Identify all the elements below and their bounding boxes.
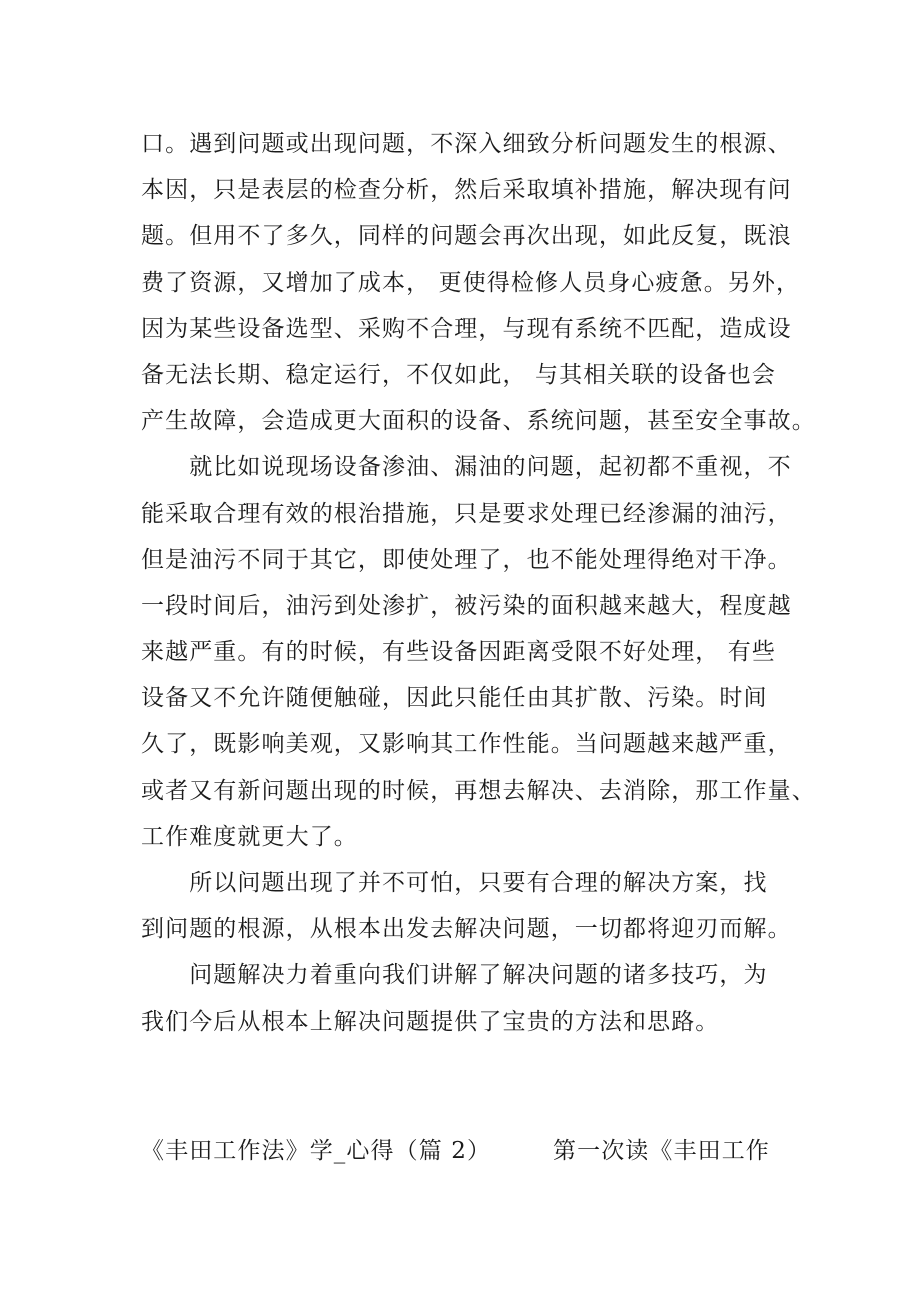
section-opening-text: 第一次读《丰田工作 bbox=[553, 1138, 770, 1164]
text-line: 一段时间后，油污到处渗扩，被污染的面积越来越大，程度越 bbox=[141, 592, 792, 619]
text-line: 我们今后从根本上解决问题提供了宝贵的方法和思路。 bbox=[141, 1008, 720, 1035]
text-line: 所以问题出现了并不可怕，只要有合理的解决方案，找 bbox=[141, 870, 768, 896]
text-line: 来越严重。有的时候，有些设备因距离受限不好处理， 有些 bbox=[141, 639, 777, 666]
text-line: 设备又不允许随便触碰，因此只能任由其扩散、污染。时间 bbox=[141, 685, 768, 712]
text-line: 本因，只是表层的检查分析，然后采取填补措施，解决现有问 bbox=[141, 177, 792, 204]
text-line: 费了资源，又增加了成本， 更使得检修人员身心疲惫。另外， bbox=[141, 269, 801, 296]
text-line: 就比如说现场设备渗油、漏油的问题，起初都不重视，不 bbox=[141, 454, 792, 481]
text-line: 或者又有新问题出现的时候，再想去解决、去消除，那工作量、 bbox=[141, 777, 816, 804]
text-line: 题。但用不了多久，同样的问题会再次出现，如此反复，既浪 bbox=[141, 223, 792, 250]
text-line: 到问题的根源，从根本出发去解决问题，一切都将迎刃而解。 bbox=[141, 916, 792, 943]
text-line: 工作难度就更大了。 bbox=[141, 823, 358, 850]
text-line: 备无法长期、稳定运行，不仅如此， 与其相关联的设备也会 bbox=[141, 361, 777, 388]
text-line: 但是油污不同于其它，即使处理了，也不能处理得绝对干净。 bbox=[141, 546, 792, 573]
text-line: 因为某些设备选型、采购不合理，与现有系统不匹配，造成设 bbox=[141, 315, 792, 342]
text-line: 口。遇到问题或出现问题，不深入细致分析问题发生的根源、 bbox=[141, 131, 792, 157]
text-line: 产生故障，会造成更大面积的设备、系统问题，甚至安全事故。 bbox=[141, 408, 816, 435]
text-line: 久了，既影响美观，又影响其工作性能。当问题越来越严重， bbox=[141, 731, 792, 758]
section-heading-line bbox=[141, 1128, 801, 1174]
section-heading: 《丰田工作法》学_心得（篇 2） bbox=[141, 1138, 492, 1164]
text-line: 问题解决力着重向我们讲解了解决问题的诸多技巧，为 bbox=[141, 962, 768, 989]
document-body bbox=[141, 121, 816, 1045]
text-line: 能采取合理有效的根治措施，只是要求处理已经渗漏的油污， bbox=[141, 500, 792, 527]
